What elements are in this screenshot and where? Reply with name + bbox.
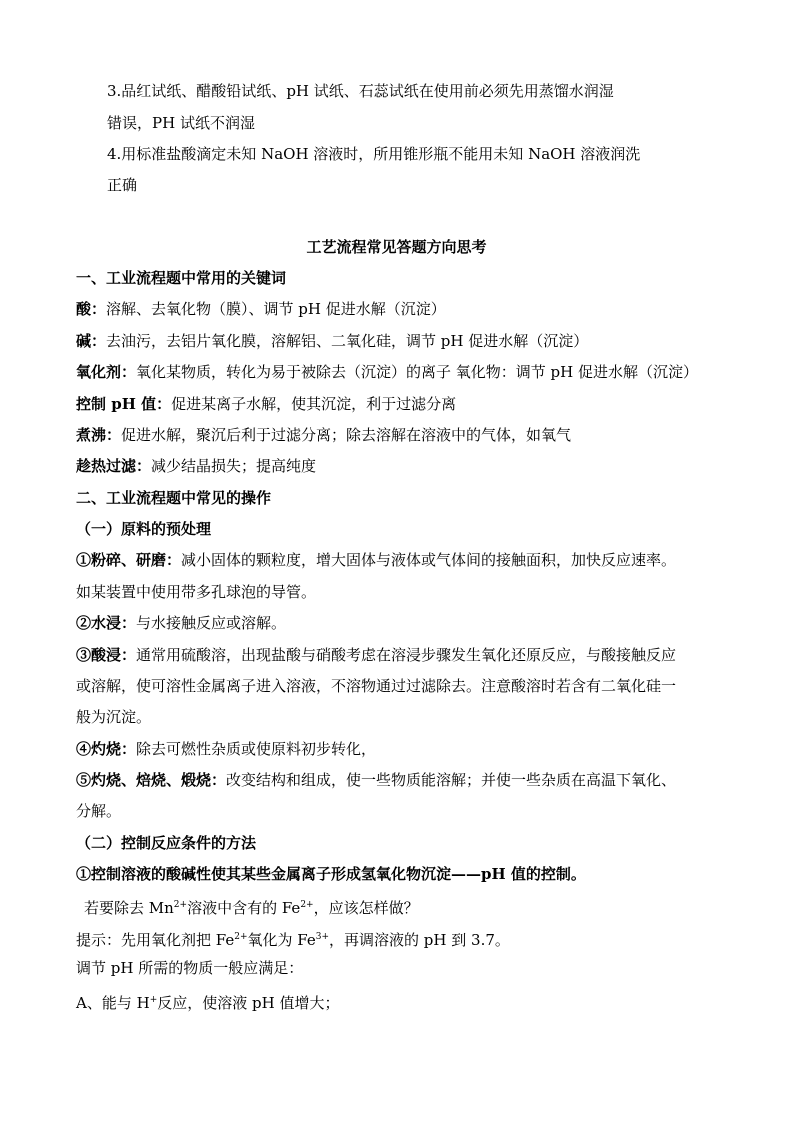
keyword-acid (76, 299, 446, 319)
keyword-desc: 溶解、去氧化物（膜）、调节 pH 促进水解（沉淀） (106, 300, 446, 318)
superscript: 3+ (315, 932, 330, 942)
keyword-desc: 促进水解，聚沉后利于过滤分离；除去溶解在溶液中的气体，如氧气 (121, 426, 572, 444)
para-desc: 除去可燃性杂质或使原料初步转化， (136, 740, 377, 758)
keyword-desc: 减少结晶损失；提高纯度 (151, 457, 317, 475)
superscript: 2+ (173, 900, 188, 910)
prev-item3-answer: 错误，PH 试纸不润湿 (107, 114, 255, 132)
section2-heading: 二、工业流程题中常见的操作 (76, 489, 272, 507)
text: 氧化为 Fe (247, 931, 316, 949)
section1-heading: 一、工业流程题中常用的关键词 (76, 269, 287, 287)
para-desc: 通常用硫酸溶，出现盐酸与硝酸考虑在溶浸步骤发生氧化还原反应，与酸接触反应 (136, 646, 677, 664)
para-acid-leaching-cont2: 般为沉淀。 (76, 708, 152, 726)
para-calcining-cont: 分解。 (76, 802, 122, 820)
keyword-term: 碱： (76, 332, 107, 350)
requirement-a (76, 990, 339, 1013)
page-title: 工艺流程常见答题方向思考 (306, 238, 487, 256)
para-water-leaching (76, 613, 286, 633)
text: 反应，使溶液 pH 值增大； (157, 994, 340, 1012)
para-term: ①粉碎、研磨： (76, 551, 182, 569)
para-term: ③酸浸： (76, 646, 137, 664)
keyword-base (76, 331, 588, 351)
question-line (84, 895, 419, 918)
para-calcining (76, 770, 676, 790)
para-term: ⑤灼烧、焙烧、煅烧： (76, 771, 227, 789)
subsection1-heading: （一）原料的预处理 (76, 520, 212, 538)
para-acid-leaching (76, 645, 676, 665)
text: ，应该怎样做？ (313, 899, 419, 917)
keyword-hot-filtration (76, 456, 316, 476)
superscript: 2+ (234, 932, 248, 942)
para-term: ②水浸： (76, 614, 137, 632)
text: A、能与 H (76, 994, 150, 1012)
para-grinding (76, 550, 676, 570)
keyword-term: 控制 pH 值： (76, 395, 172, 413)
keyword-oxidant (76, 362, 698, 382)
ph-control-heading: ①控制溶液的酸碱性使其某些金属离子形成氢氧化物沉淀——pH 值的控制。 (76, 865, 586, 883)
text: ，再调溶液的 pH 到 3.7。 (329, 931, 510, 949)
keyword-term: 煮沸： (76, 426, 122, 444)
hint-line (76, 927, 510, 950)
keyword-ph-control (76, 394, 456, 414)
superscript: 2+ (300, 900, 314, 910)
keyword-desc: 去油污，去铝片氧化膜，溶解铝、二氧化硅，调节 pH 促进水解（沉淀） (106, 332, 589, 350)
subsection2-heading: （二）控制反应条件的方法 (76, 834, 257, 852)
text: 溶液中含有的 Fe (187, 899, 301, 917)
prev-item4-answer: 正确 (107, 176, 138, 194)
para-desc: 与水接触反应或溶解。 (136, 614, 287, 632)
prev-item3: 3.品红试纸、醋酸铅试纸、pH 试纸、石蕊试纸在使用前必须先用蒸馏水润湿 (107, 82, 614, 100)
superscript: + (149, 995, 158, 1005)
keyword-desc: 氧化某物质，转化为易于被除去（沉淀）的离子 氧化物：调节 pH 促进水解（沉淀） (136, 363, 699, 381)
text: 若要除去 Mn (84, 899, 174, 917)
keyword-boiling (76, 425, 571, 445)
keyword-term: 趁热过滤： (76, 457, 152, 475)
requirement-intro: 调节 pH 所需的物质一般应满足： (76, 959, 304, 977)
keyword-term: 酸： (76, 300, 107, 318)
para-desc: 改变结构和组成，使一些物质能溶解；并使一些杂质在高温下氧化、 (226, 771, 677, 789)
para-desc: 减小固体的颗粒度，增大固体与液体或气体间的接触面积，加快反应速率。 (181, 551, 677, 569)
para-term: ④灼烧： (76, 740, 137, 758)
keyword-desc: 促进某离子水解，使其沉淀，利于过滤分离 (171, 395, 457, 413)
keyword-term: 氧化剂： (76, 363, 137, 381)
prev-item4: 4.用标准盐酸滴定未知 NaOH 溶液时，所用锥形瓶不能用未知 NaOH 溶液润洗 (107, 145, 641, 163)
para-acid-leaching-cont1: 或溶解，使可溶性金属离子进入溶液，不溶物通过过滤除去。注意酸溶时若含有二氧化硅一 (76, 677, 677, 695)
text: 提示：先用氧化剂把 Fe (76, 931, 235, 949)
para-grinding-cont: 如某装置中使用带多孔球泡的导管。 (76, 583, 317, 601)
para-burning (76, 739, 376, 759)
